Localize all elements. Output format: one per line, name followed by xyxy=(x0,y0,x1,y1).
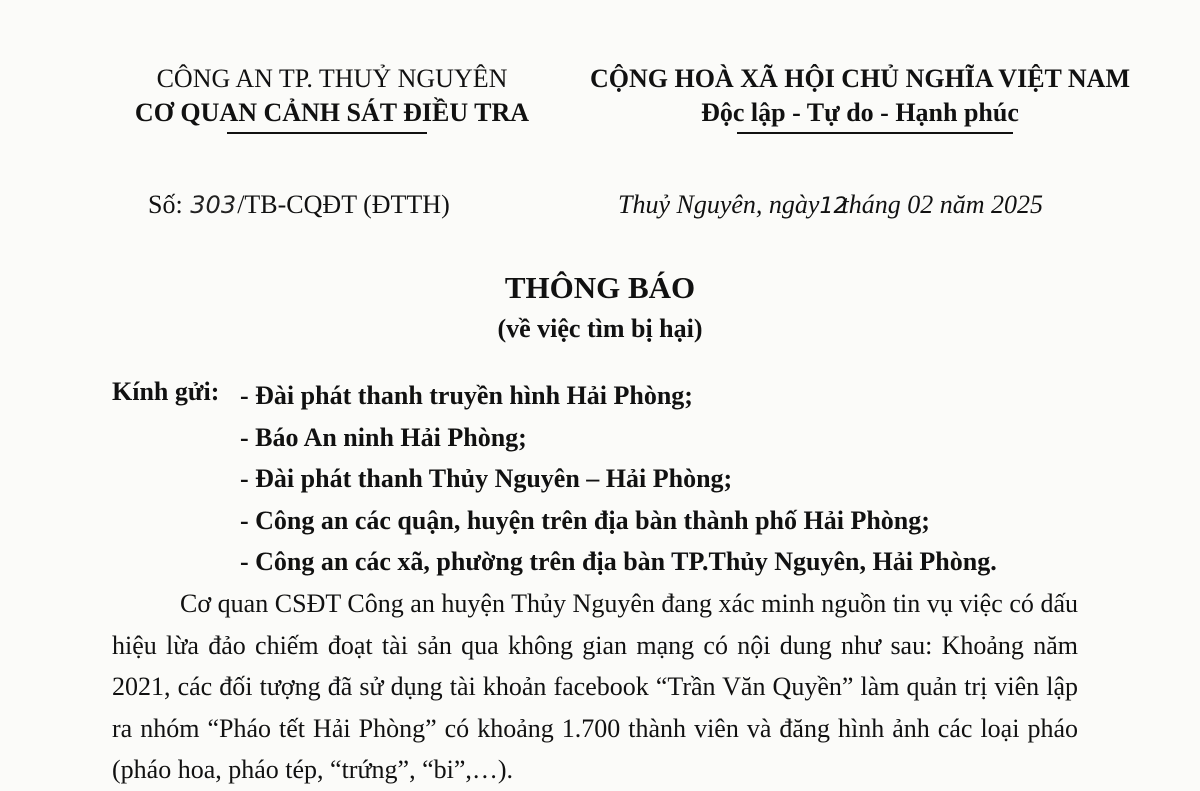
agency-name xyxy=(135,96,529,130)
document-number xyxy=(148,188,450,222)
recipient-list xyxy=(240,375,997,583)
document-date xyxy=(618,188,1043,224)
recipient-item: - Đài phát thanh Thủy Nguyên – Hải Phòng; xyxy=(240,464,733,493)
so-number-handwritten: 303 xyxy=(190,191,237,219)
body-paragraph xyxy=(112,583,1078,791)
recipient-item: - Công an các xã, phường trên địa bàn TP.Thủy Nguyên, Hải Phòng. xyxy=(240,547,997,576)
recipient-item: - Báo An ninh Hải Phòng; xyxy=(240,422,527,452)
kinh-gui-label: Kính gửi: xyxy=(112,377,220,406)
document-subtitle: (về việc tìm bị hại) xyxy=(497,314,703,343)
so-suffix: /TB-CQĐT (ĐTTH) xyxy=(237,190,450,219)
issuing-agency xyxy=(92,62,572,130)
motto xyxy=(701,96,1019,130)
motto-text: Độc lập - Tự do - Hạnh phúc xyxy=(701,98,1019,127)
recipient-item: - Công an các quận, huyện trên địa bàn thành phố Hải Phòng; xyxy=(240,505,930,535)
country-name: CỘNG HOÀ XÃ HỘI CHỦ NGHĨA VIỆT NAM xyxy=(589,64,1131,93)
document-title: THÔNG BÁO xyxy=(504,270,696,305)
recipient-item: - Đài phát thanh truyền hình Hải Phòng; xyxy=(240,381,693,410)
date-prefix: Thuỷ Nguyên, ngày xyxy=(618,190,820,219)
national-motto xyxy=(560,62,1160,130)
body-text: Cơ quan CSĐT Công an huyện Thủy Nguyên đang xác minh nguồn tin vụ việc có dấu hiệu lừa đảo chiếm đoạt tài sản qua không gian mạng có nội dung như sau: Khoảng năm 2021, các đối tượng đã sử dụng tài khoản facebook “Trần Văn Quyền” làm quản trị viên lập ra nhóm “Pháo tết Hải Phòng” có khoảng 1.700 thành viên và đăng hình ảnh các loại pháo (pháo hoa, pháo tép, “trứng”, “bi”,…). xyxy=(112,589,1078,784)
agency-name-text: CƠ QUAN CẢNH SÁT ĐIỀU TRA xyxy=(134,98,530,127)
agency-underline xyxy=(227,132,427,134)
date-suffix: tháng 02 năm 2025 xyxy=(841,190,1043,219)
agency-parent: CÔNG AN TP. THUỶ NGUYÊN xyxy=(156,64,508,93)
date-day-handwritten: 12 xyxy=(819,194,848,219)
so-label: Số: xyxy=(148,190,183,219)
motto-underline xyxy=(737,132,1013,134)
